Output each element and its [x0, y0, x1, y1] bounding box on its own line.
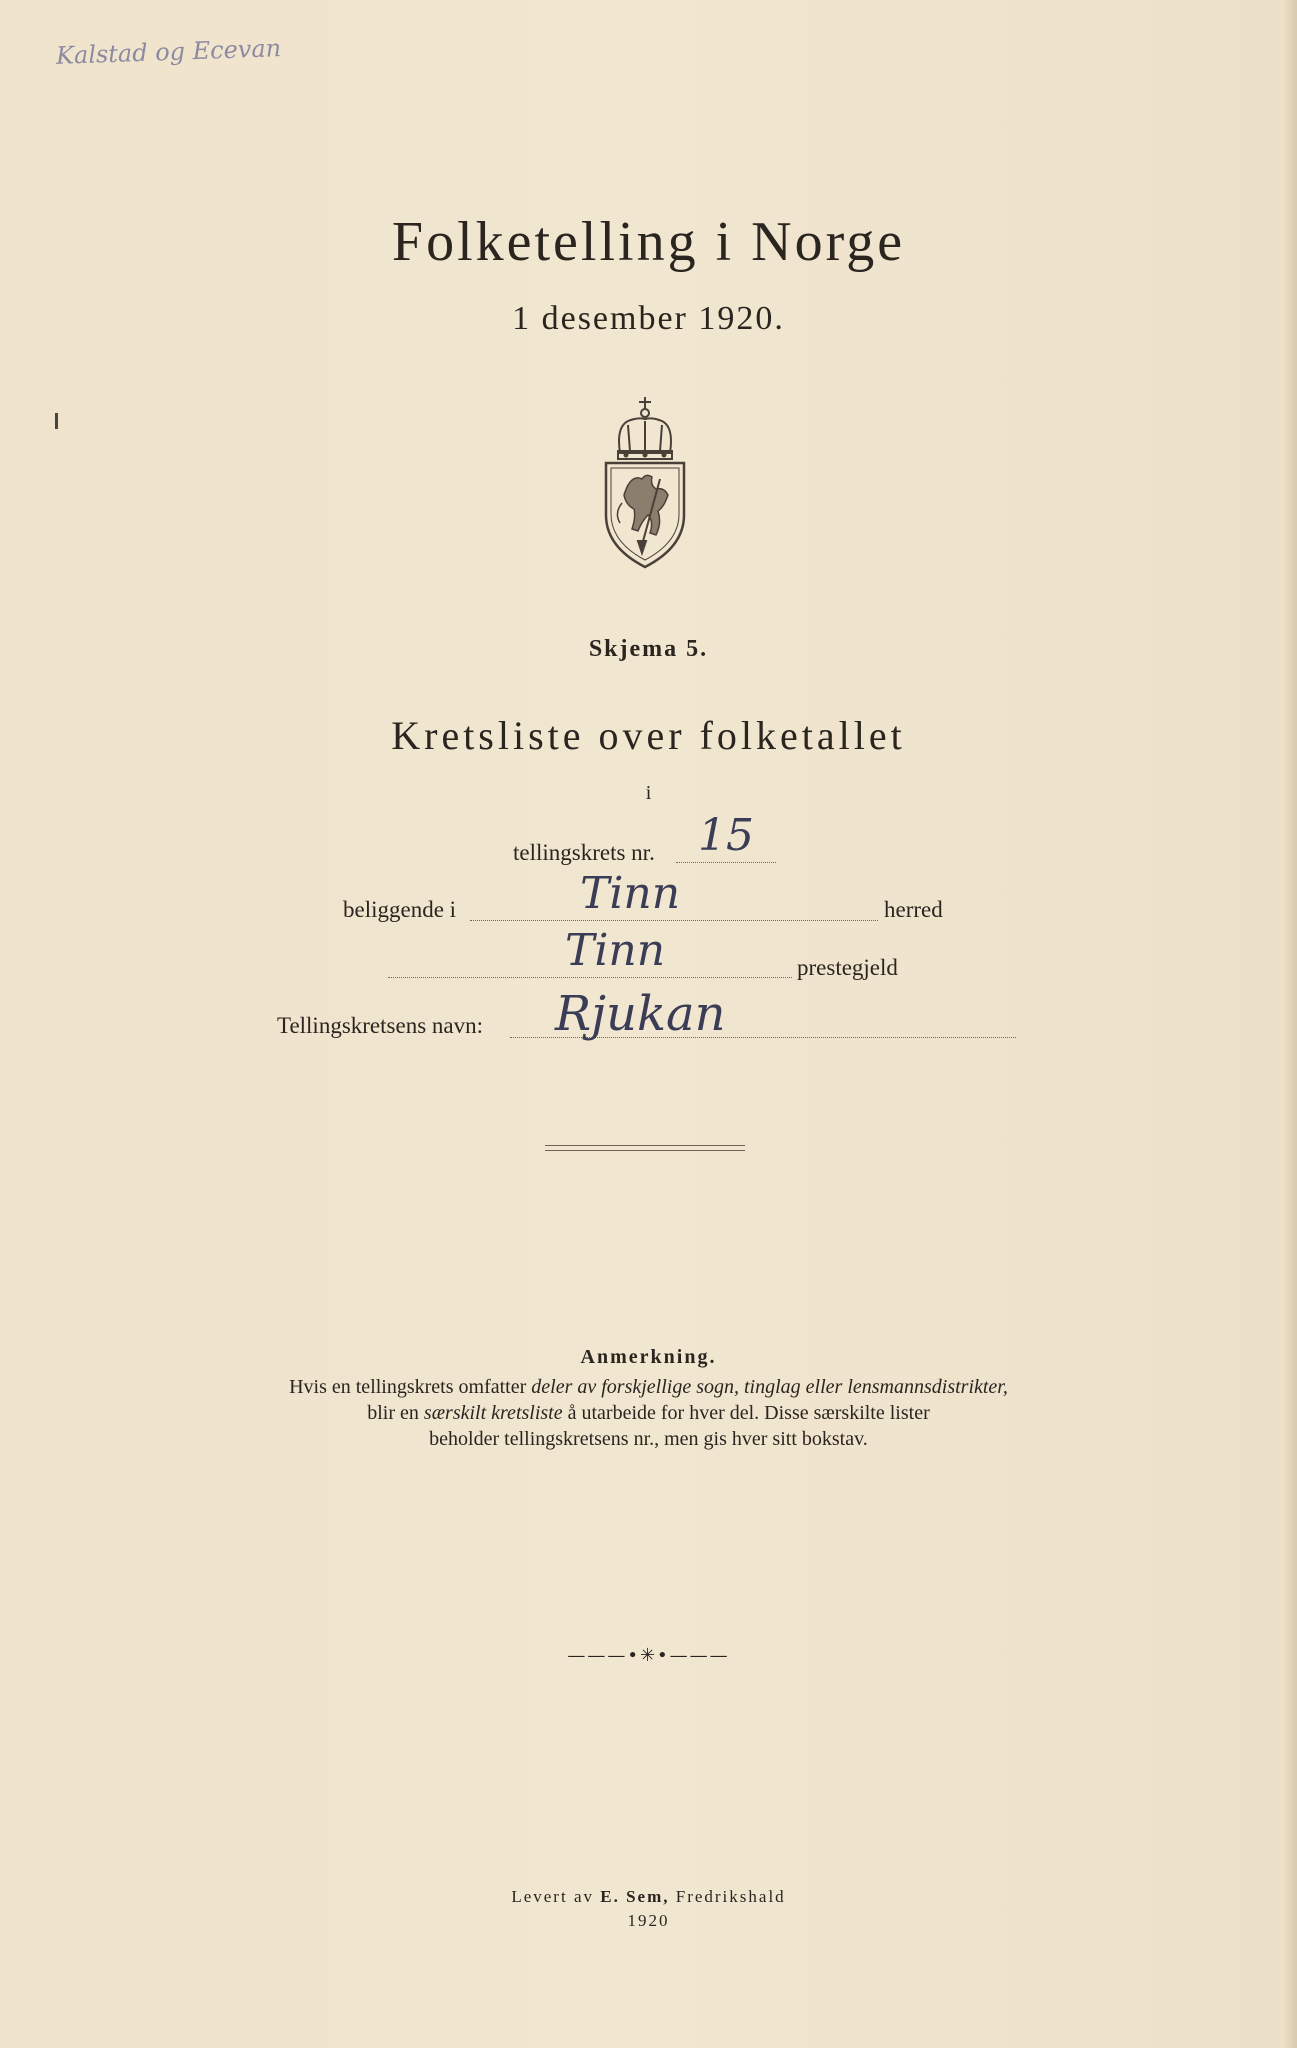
ornament-divider: ———•✳•——— — [567, 1645, 730, 1666]
located-in-label: beliggende i — [343, 897, 457, 922]
norwegian-coat-of-arms-icon — [598, 395, 692, 570]
note-emphasis: deler av forskjellige sogn, tinglag eller lensmannsdistrikter, — [531, 1376, 1008, 1398]
parish-value: Tinn — [565, 925, 666, 976]
note-text: blir en — [367, 1402, 424, 1424]
located-in-value: Tinn — [580, 868, 681, 919]
note-title: Anmerkning. — [580, 1346, 717, 1368]
form-heading: Kretsliste over folketallet — [391, 713, 906, 758]
printer-imprint — [0, 1885, 1297, 1933]
census-date: 1 desember 1920. — [512, 300, 785, 337]
note-emphasis: særskilt kretsliste — [423, 1402, 563, 1424]
printer-prefix: Levert av — [511, 1887, 601, 1906]
district-number-label: tellingskrets nr. — [513, 840, 655, 865]
district-name-label: Tellingskretsens navn: — [277, 1013, 483, 1038]
printer-name: E. Sem, — [600, 1887, 670, 1906]
parish-line — [388, 977, 792, 978]
located-in-line — [470, 920, 878, 921]
note-text: Hvis en tellingskrets omfatter — [289, 1376, 532, 1398]
printer-city: Fredrikshald — [669, 1887, 786, 1906]
note-text: å utarbeide for hver del. Disse særskilte lister — [562, 1402, 930, 1424]
connector-word: i — [645, 782, 652, 804]
note-body — [210, 1374, 1087, 1452]
margin-mark — [55, 413, 58, 429]
note-text: beholder tellingskretsens nr., men gis hver sitt bokstav. — [429, 1428, 868, 1450]
district-name-value: Rjukan — [555, 986, 726, 1042]
district-number-line — [676, 862, 776, 863]
schema-number: Skjema 5. — [588, 636, 709, 662]
district-number-value: 15 — [698, 810, 754, 861]
printer-year: 1920 — [627, 1911, 670, 1930]
divider-rule — [545, 1145, 745, 1151]
handwritten-corner-note: Kalstad og Ecevan — [55, 34, 282, 70]
herred-label: herred — [884, 897, 943, 922]
page-title: Folketelling i Norge — [391, 211, 906, 273]
parish-label: prestegjeld — [797, 955, 898, 980]
